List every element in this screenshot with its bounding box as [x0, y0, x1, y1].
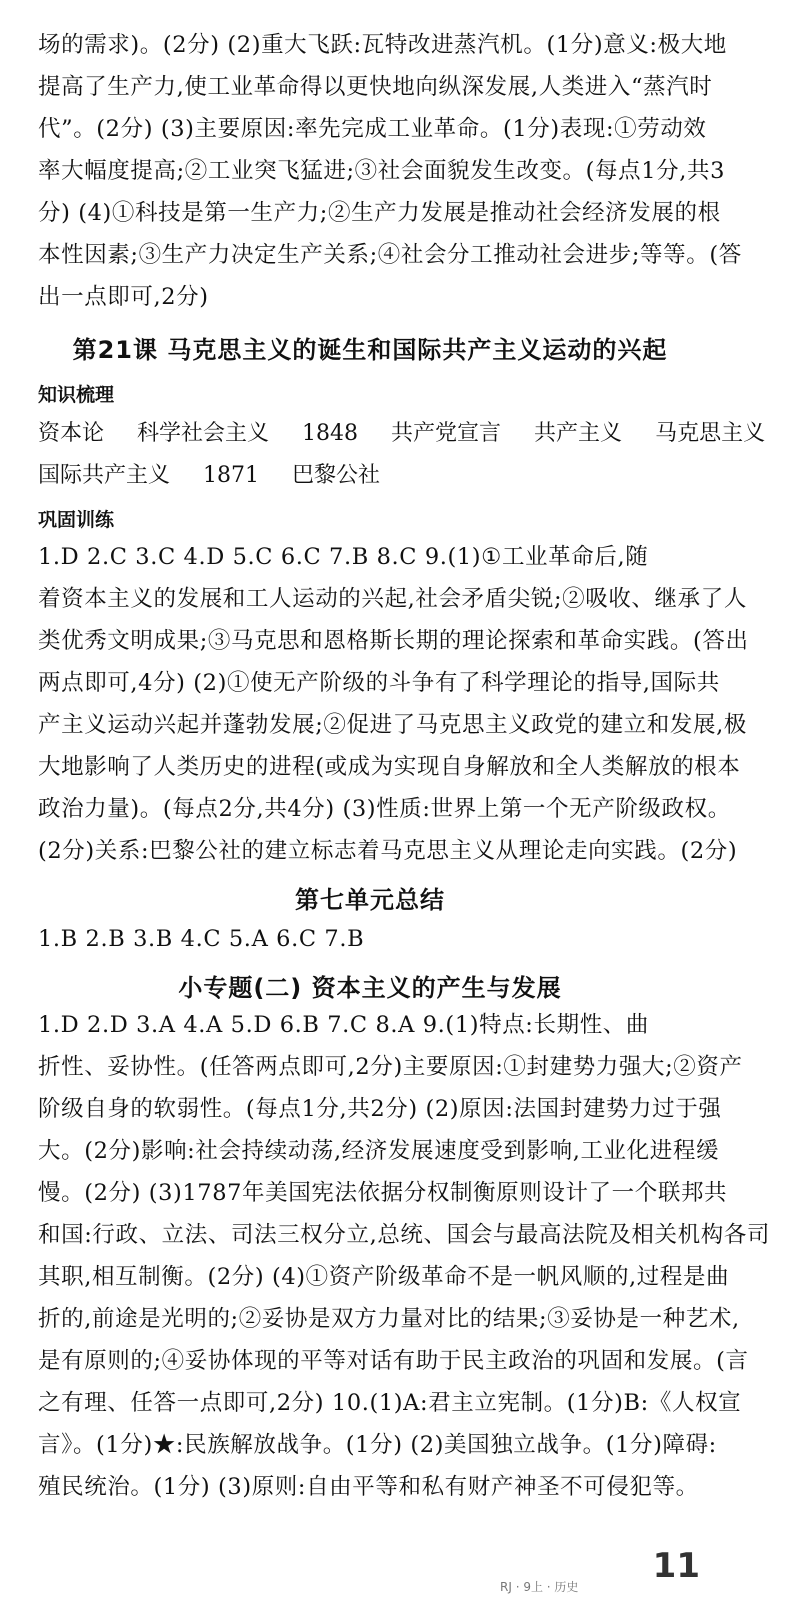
text-line: 分) (4)①科技是第一生产力;②生产力发展是推动社会经济发展的根 — [38, 200, 721, 226]
text-line: 两点即可,4分) (2)①使无产阶级的斗争有了科学理论的指导,国际共 — [38, 670, 720, 696]
lesson-21-answers — [38, 536, 749, 872]
text-line: 产主义运动兴起并蓬勃发展;②促进了马克思主义政党的建立和发展,极 — [38, 712, 747, 738]
text-line: 大地影响了人类历史的进程(或成为实现自身解放和全人类解放的根本 — [38, 754, 741, 780]
knowledge-item: 1848 — [302, 421, 359, 446]
text-line: 是有原则的;④妥协体现的平等对话有助于民主政治的巩固和发展。(言 — [38, 1348, 749, 1374]
knowledge-item: 共产党宣言 — [391, 421, 502, 446]
text-line: 阶级自身的软弱性。(每点1分,共2分) (2)原因:法国封建势力过于强 — [38, 1096, 722, 1122]
page-number: 11 — [652, 1546, 700, 1586]
text-line: 言》。(1分)★:民族解放战争。(1分) (2)美国独立战争。(1分)障碍: — [38, 1432, 717, 1458]
text-line: (2分)关系:巴黎公社的建立标志着马克思主义从理论走向实践。(2分) — [38, 838, 738, 864]
text-line: 代”。(2分) (3)主要原因:率先完成工业革命。(1分)表现:①劳动效 — [38, 116, 707, 142]
knowledge-row-2 — [38, 458, 406, 489]
text-line: 其职,相互制衡。(2分) (4)①资产阶级革命不是一帆风顺的,过程是曲 — [38, 1264, 730, 1290]
unit-7-answers — [38, 918, 706, 960]
text-line: 着资本主义的发展和工人运动的兴起,社会矛盾尖锐;②吸收、继承了人 — [38, 586, 747, 612]
text-line: 殖民统治。(1分) (3)原则:自由平等和私有财产神圣不可侵犯等。 — [38, 1474, 699, 1500]
text-line: 出一点即可,2分) — [38, 284, 209, 310]
knowledge-item: 巴黎公社 — [292, 463, 381, 488]
text-line: 和国:行政、立法、司法三权分立,总统、国会与最高法院及相关机构各司 — [38, 1222, 771, 1248]
knowledge-row-1 — [38, 416, 791, 447]
lesson-21-title: 第21课 马克思主义的诞生和国际共产主义运动的兴起 — [72, 336, 668, 364]
knowledge-review-label: 知识梳理 — [38, 384, 115, 406]
text-line: 政治力量)。(每点2分,共4分) (3)性质:世界上第一个无产阶级政权。 — [38, 796, 731, 822]
text-line: 大。(2分)影响:社会持续动荡,经济发展速度受到影响,工业化进程缓 — [38, 1138, 720, 1164]
unit-7-summary-title: 第七单元总结 — [295, 886, 445, 914]
knowledge-item: 1871 — [203, 463, 260, 488]
text-line: 1.B 2.B 3.B 4.C 5.A 6.C 7.B — [38, 926, 365, 952]
text-line: 折性、妥协性。(任答两点即可,2分)主要原因:①封建势力强大;②资产 — [38, 1054, 743, 1080]
text-line: 折的,前途是光明的;②妥协是双方力量对比的结果;③妥协是一种艺术, — [38, 1306, 740, 1332]
text-line: 1.D 2.C 3.C 4.D 5.C 6.C 7.B 8.C 9.(1)①工业革命后,随 — [38, 544, 649, 570]
knowledge-item: 科学社会主义 — [137, 421, 270, 446]
knowledge-item: 国际共产主义 — [38, 463, 171, 488]
knowledge-item: 共产主义 — [534, 421, 623, 446]
footer-tag: RJ · 9上 · 历史 — [500, 1580, 579, 1594]
text-line: 场的需求)。(2分) (2)重大飞跃:瓦特改进蒸汽机。(1分)意义:极大地 — [38, 32, 727, 58]
text-line: 慢。(2分) (3)1787年美国宪法依据分权制衡原则设计了一个联邦共 — [38, 1180, 728, 1206]
text-line: 之有理、任答一点即可,2分) 10.(1)A:君主立宪制。(1分)B:《人权宣 — [38, 1390, 742, 1416]
text-line: 1.D 2.D 3.A 4.A 5.D 6.B 7.C 8.A 9.(1)特点:长期性、曲 — [38, 1012, 649, 1038]
knowledge-item: 资本论 — [38, 421, 105, 446]
text-line: 类优秀文明成果;③马克思和恩格斯长期的理论探索和革命实践。(答出 — [38, 628, 749, 654]
text-line: 率大幅度提高;②工业突飞猛进;③社会面貌发生改变。(每点1分,共3 — [38, 158, 726, 184]
practice-label: 巩固训练 — [38, 509, 115, 531]
continued-answer-block — [38, 24, 742, 318]
text-line: 本性因素;③生产力决定生产关系;④社会分工推动社会进步;等等。(答 — [38, 242, 742, 268]
topic-2-title: 小专题(二) 资本主义的产生与发展 — [178, 974, 562, 1002]
topic-2-answers — [38, 1004, 771, 1508]
knowledge-item: 马克思主义 — [655, 421, 766, 446]
text-line: 提高了生产力,使工业革命得以更快地向纵深发展,人类进入“蒸汽时 — [38, 74, 713, 100]
